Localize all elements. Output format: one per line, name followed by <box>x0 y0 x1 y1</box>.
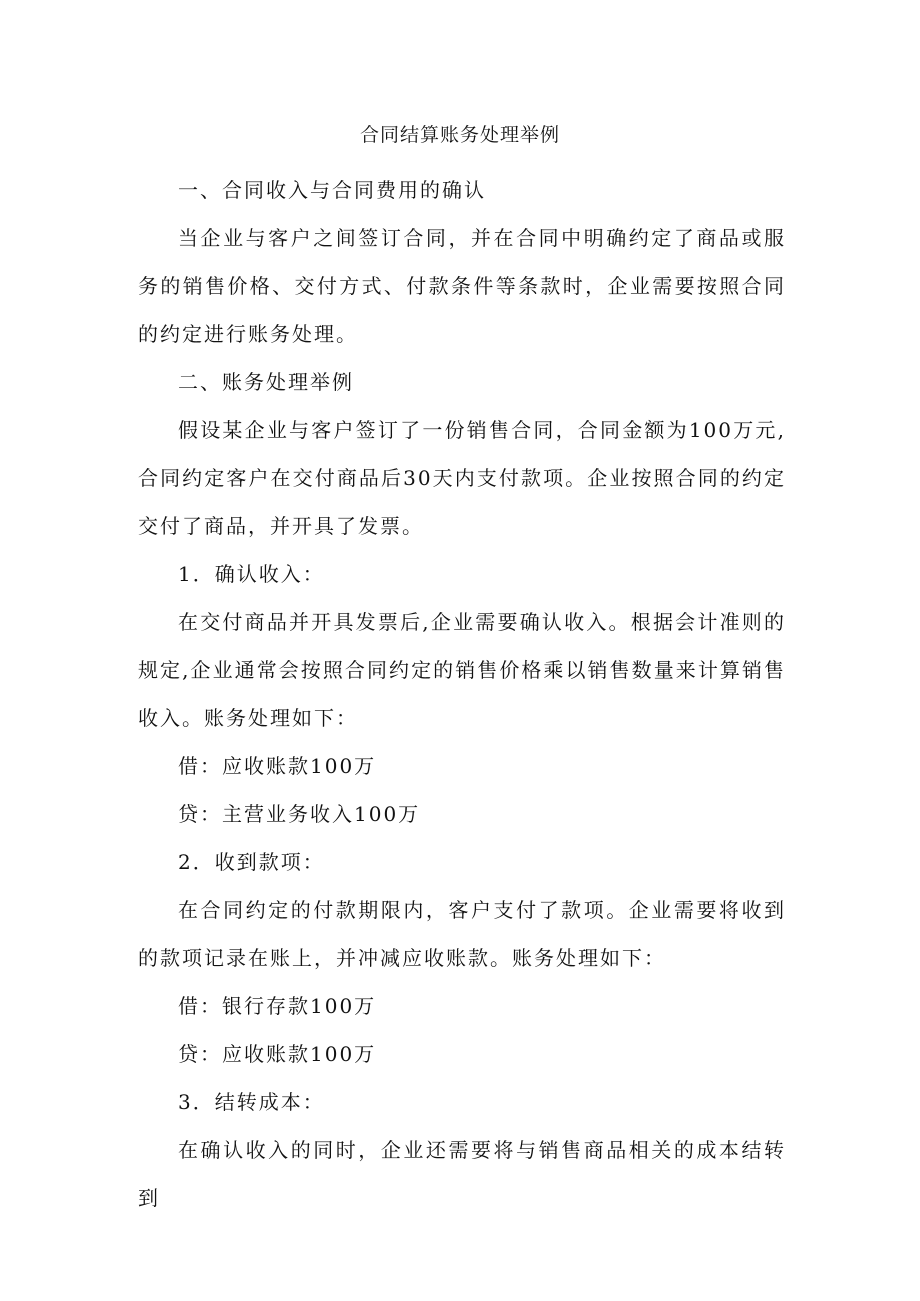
document-title: 合同结算账务处理举例 <box>359 124 560 146</box>
section-heading-1: 一、合同收入与合同费用的确认 <box>178 178 486 202</box>
journal-entry-debit-1: 借：应收账款100万 <box>178 754 377 778</box>
paragraph-receive-payment: 在合同约定的付款期限内，客户支付了款项。企业需要将收到的款项记录在账上，并冲减应收账款。账务处理如下： <box>138 898 786 970</box>
journal-entry-credit-1: 贷：主营业务收入100万 <box>178 802 421 826</box>
step-2-heading: 2．收到款项： <box>178 850 325 874</box>
paragraph-recognize-revenue: 在交付商品并开具发票后,企业需要确认收入。根据会计准则的规定,企业通常会按照合同约定的销售价格乘以销售数量来计算销售收入。账务处理如下： <box>138 610 786 730</box>
section-heading-2: 二、账务处理举例 <box>178 370 354 394</box>
journal-entry-debit-2: 借：银行存款100万 <box>178 994 377 1018</box>
paragraph-carry-forward-cost: 在确认收入的同时，企业还需要将与销售商品相关的成本结转到 <box>138 1138 786 1210</box>
journal-entry-credit-2: 贷：应收账款100万 <box>178 1042 377 1066</box>
step-3-heading: 3．结转成本： <box>178 1090 325 1114</box>
step-1-heading: 1．确认收入： <box>178 562 325 586</box>
paragraph-contract-terms: 当企业与客户之间签订合同，并在合同中明确约定了商品或服务的销售价格、交付方式、付款条件等条款时，企业需要按照合同的约定进行账务处理。 <box>138 226 786 346</box>
paragraph-example-setup: 假设某企业与客户签订了一份销售合同，合同金额为100万元,合同约定客户在交付商品后30天内支付款项。企业按照合同的约定交付了商品，并开具了发票。 <box>138 418 786 538</box>
document-body <box>138 166 786 1222</box>
